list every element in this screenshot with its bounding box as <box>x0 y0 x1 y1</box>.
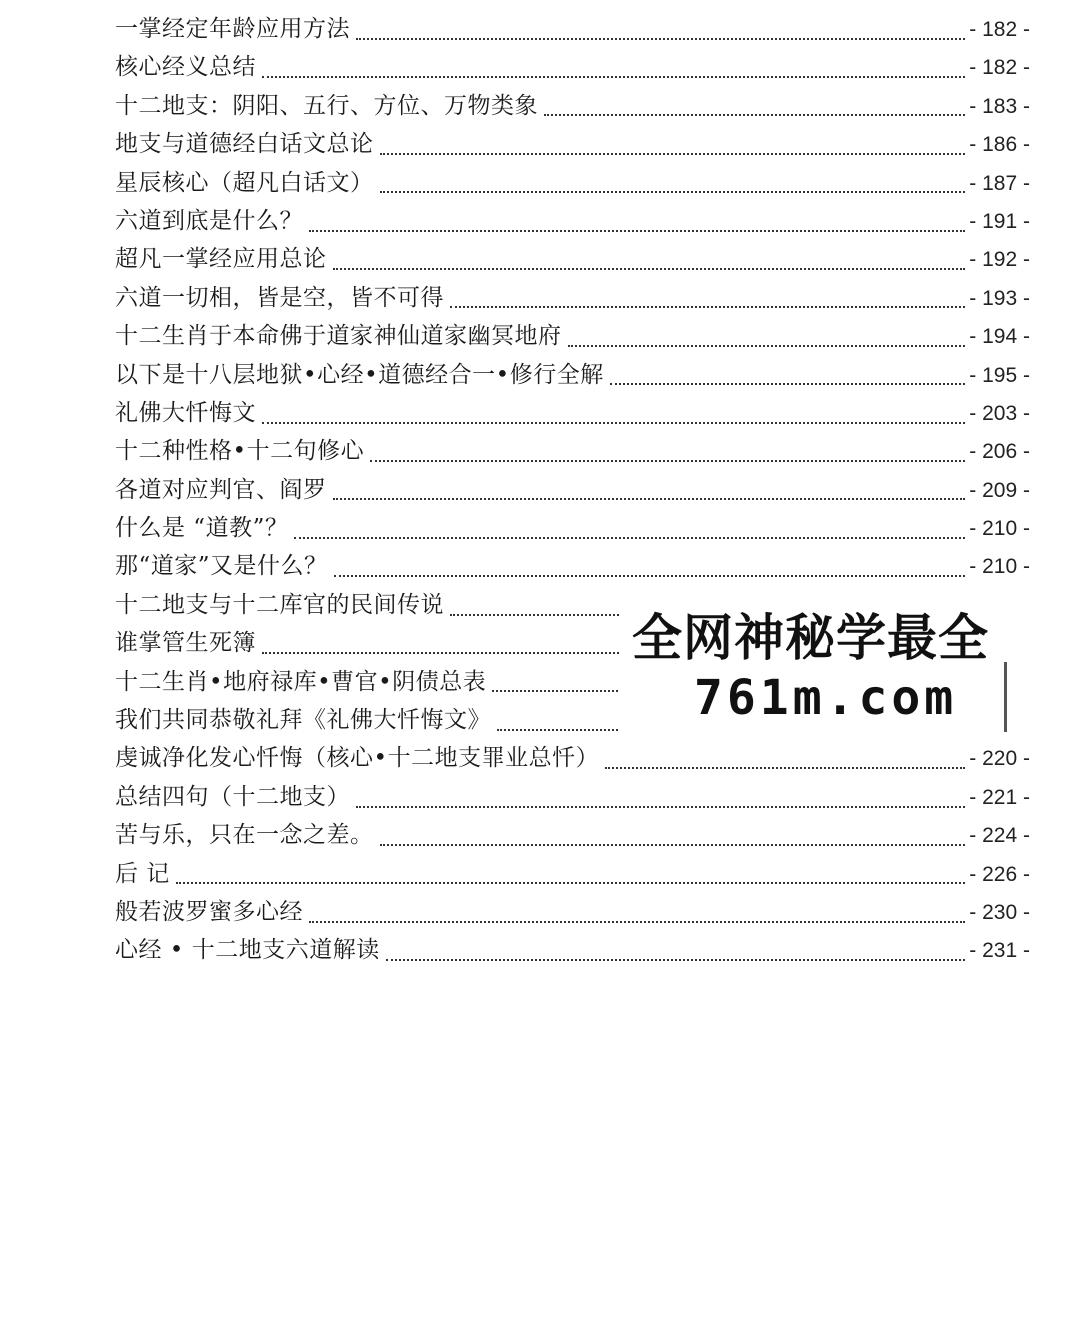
toc-entry-leader <box>370 459 965 462</box>
toc-entry[interactable] <box>115 125 1030 163</box>
toc-entry-title: 十二地支与十二库官的民间传说 <box>115 591 444 618</box>
toc-entry-title: 各道对应判官、阎罗 <box>115 476 327 503</box>
toc-entry[interactable] <box>115 240 1030 278</box>
toc-entry-title: 星辰核心（超凡白话文） <box>115 169 374 196</box>
toc-entry-leader <box>544 113 965 116</box>
toc-entry-title: 一掌经定年龄应用方法 <box>115 16 350 42</box>
toc-entry-leader <box>176 881 965 884</box>
toc-entry-page: - 193 - <box>969 286 1030 310</box>
toc-entry-title: 那“道家”又是什么？ <box>115 553 328 580</box>
toc-entry-title: 以下是十八层地狱•心经•道德经合一•修行全解 <box>115 361 604 388</box>
toc-entry-page: - 226 - <box>969 862 1030 886</box>
toc-entry-page: - 221 - <box>969 785 1030 809</box>
toc-entry-title: 般若波罗蜜多心经 <box>115 898 303 925</box>
toc-entry[interactable] <box>115 48 1030 86</box>
toc-entry-title: 什么是 “道教”？ <box>115 515 289 542</box>
watermark <box>620 596 1068 746</box>
toc-entry-leader <box>568 344 966 347</box>
toc-entry-leader <box>356 805 965 808</box>
toc-entry-title: 谁掌管生死簿 <box>115 630 256 657</box>
toc-entry[interactable] <box>115 202 1030 240</box>
toc-entry[interactable] <box>115 279 1030 317</box>
toc-entry-title: 十二种性格•十二句修心 <box>115 438 365 465</box>
toc-entry-title: 我们共同恭敬礼拜《礼佛大忏悔文》 <box>115 707 491 734</box>
toc-entry-leader <box>334 574 966 577</box>
watermark-url: 761m.com <box>694 670 958 726</box>
watermark-title: 全网神秘学最全 <box>632 609 989 667</box>
watermark-divider <box>1004 662 1007 732</box>
toc-entry-page: - 194 - <box>969 325 1030 349</box>
toc-entry-leader <box>333 497 966 500</box>
toc-entry-leader <box>356 37 965 40</box>
toc-entry-leader <box>386 958 966 961</box>
toc-entry-leader <box>262 421 965 424</box>
toc-entry-leader <box>380 152 966 155</box>
toc-entry-page: - 209 - <box>969 478 1030 502</box>
table-of-contents <box>115 10 1030 970</box>
toc-entry[interactable] <box>115 547 1030 585</box>
toc-entry-page: - 187 - <box>969 171 1030 195</box>
toc-entry-page: - 192 - <box>969 248 1030 272</box>
toc-entry-leader <box>610 382 966 385</box>
toc-entry[interactable] <box>115 778 1030 816</box>
toc-entry[interactable] <box>115 317 1030 355</box>
toc-entry-title: 地支与道德经白话文总论 <box>115 131 374 158</box>
toc-entry-title: 苦与乐，只在一念之差。 <box>115 822 374 849</box>
toc-entry[interactable] <box>115 931 1030 969</box>
toc-entry-page: - 195 - <box>969 363 1030 387</box>
toc-entry-title: 后 记 <box>115 860 170 887</box>
toc-entry-page: - 210 - <box>969 517 1030 541</box>
toc-entry[interactable] <box>115 87 1030 125</box>
toc-entry[interactable] <box>115 471 1030 509</box>
toc-entry[interactable] <box>115 816 1030 854</box>
toc-entry-title: 十二生肖于本命佛于道家神仙道家幽冥地府 <box>115 323 562 350</box>
toc-entry[interactable] <box>115 509 1030 547</box>
toc-entry-title: 十二地支：阴阳、五行、方位、万物类象 <box>115 92 538 119</box>
toc-entry-page: - 182 - <box>969 18 1030 41</box>
toc-entry[interactable] <box>115 10 1030 48</box>
toc-entry-page: - 230 - <box>969 900 1030 924</box>
toc-entry-leader <box>294 536 965 539</box>
toc-entry-title: 六道一切相，皆是空，皆不可得 <box>115 284 444 311</box>
toc-entry-leader <box>333 267 966 270</box>
toc-entry-page: - 191 - <box>969 209 1030 233</box>
toc-entry[interactable] <box>115 893 1030 931</box>
toc-entry[interactable] <box>115 855 1030 893</box>
toc-entry-leader <box>309 920 965 923</box>
toc-entry-page: - 210 - <box>969 555 1030 579</box>
toc-entry-title: 六道到底是什么？ <box>115 207 303 234</box>
toc-entry-page: - 220 - <box>969 747 1030 771</box>
toc-entry-leader <box>380 843 966 846</box>
toc-entry-title: 核心经义总结 <box>115 54 256 81</box>
toc-entry-title: 虔诚净化发心忏悔（核心•十二地支罪业总忏） <box>115 745 600 772</box>
toc-entry[interactable] <box>115 356 1030 394</box>
toc-entry-page: - 206 - <box>969 440 1030 464</box>
toc-entry-page: - 224 - <box>969 824 1030 848</box>
toc-entry-leader <box>605 766 965 769</box>
toc-entry-title: 总结四句（十二地支） <box>115 783 350 810</box>
toc-entry-leader <box>309 229 965 232</box>
toc-entry[interactable] <box>115 164 1030 202</box>
toc-entry-leader <box>450 305 965 308</box>
toc-entry-title: 礼佛大忏悔文 <box>115 399 256 426</box>
toc-entry-page: - 186 - <box>969 133 1030 157</box>
toc-entry[interactable] <box>115 432 1030 470</box>
toc-entry-page: - 203 - <box>969 401 1030 425</box>
toc-entry-leader <box>262 75 965 78</box>
toc-entry-page: - 231 - <box>969 939 1030 963</box>
toc-entry-title: 心经 • 十二地支六道解读 <box>115 937 380 964</box>
toc-entry-title: 十二生肖•地府禄库•曹官•阴债总表 <box>115 668 487 695</box>
toc-entry-page: - 183 - <box>969 94 1030 118</box>
toc-entry-title: 超凡一掌经应用总论 <box>115 246 327 273</box>
toc-entry-leader <box>380 190 966 193</box>
toc-entry-page: - 182 - <box>969 56 1030 80</box>
toc-entry[interactable] <box>115 394 1030 432</box>
